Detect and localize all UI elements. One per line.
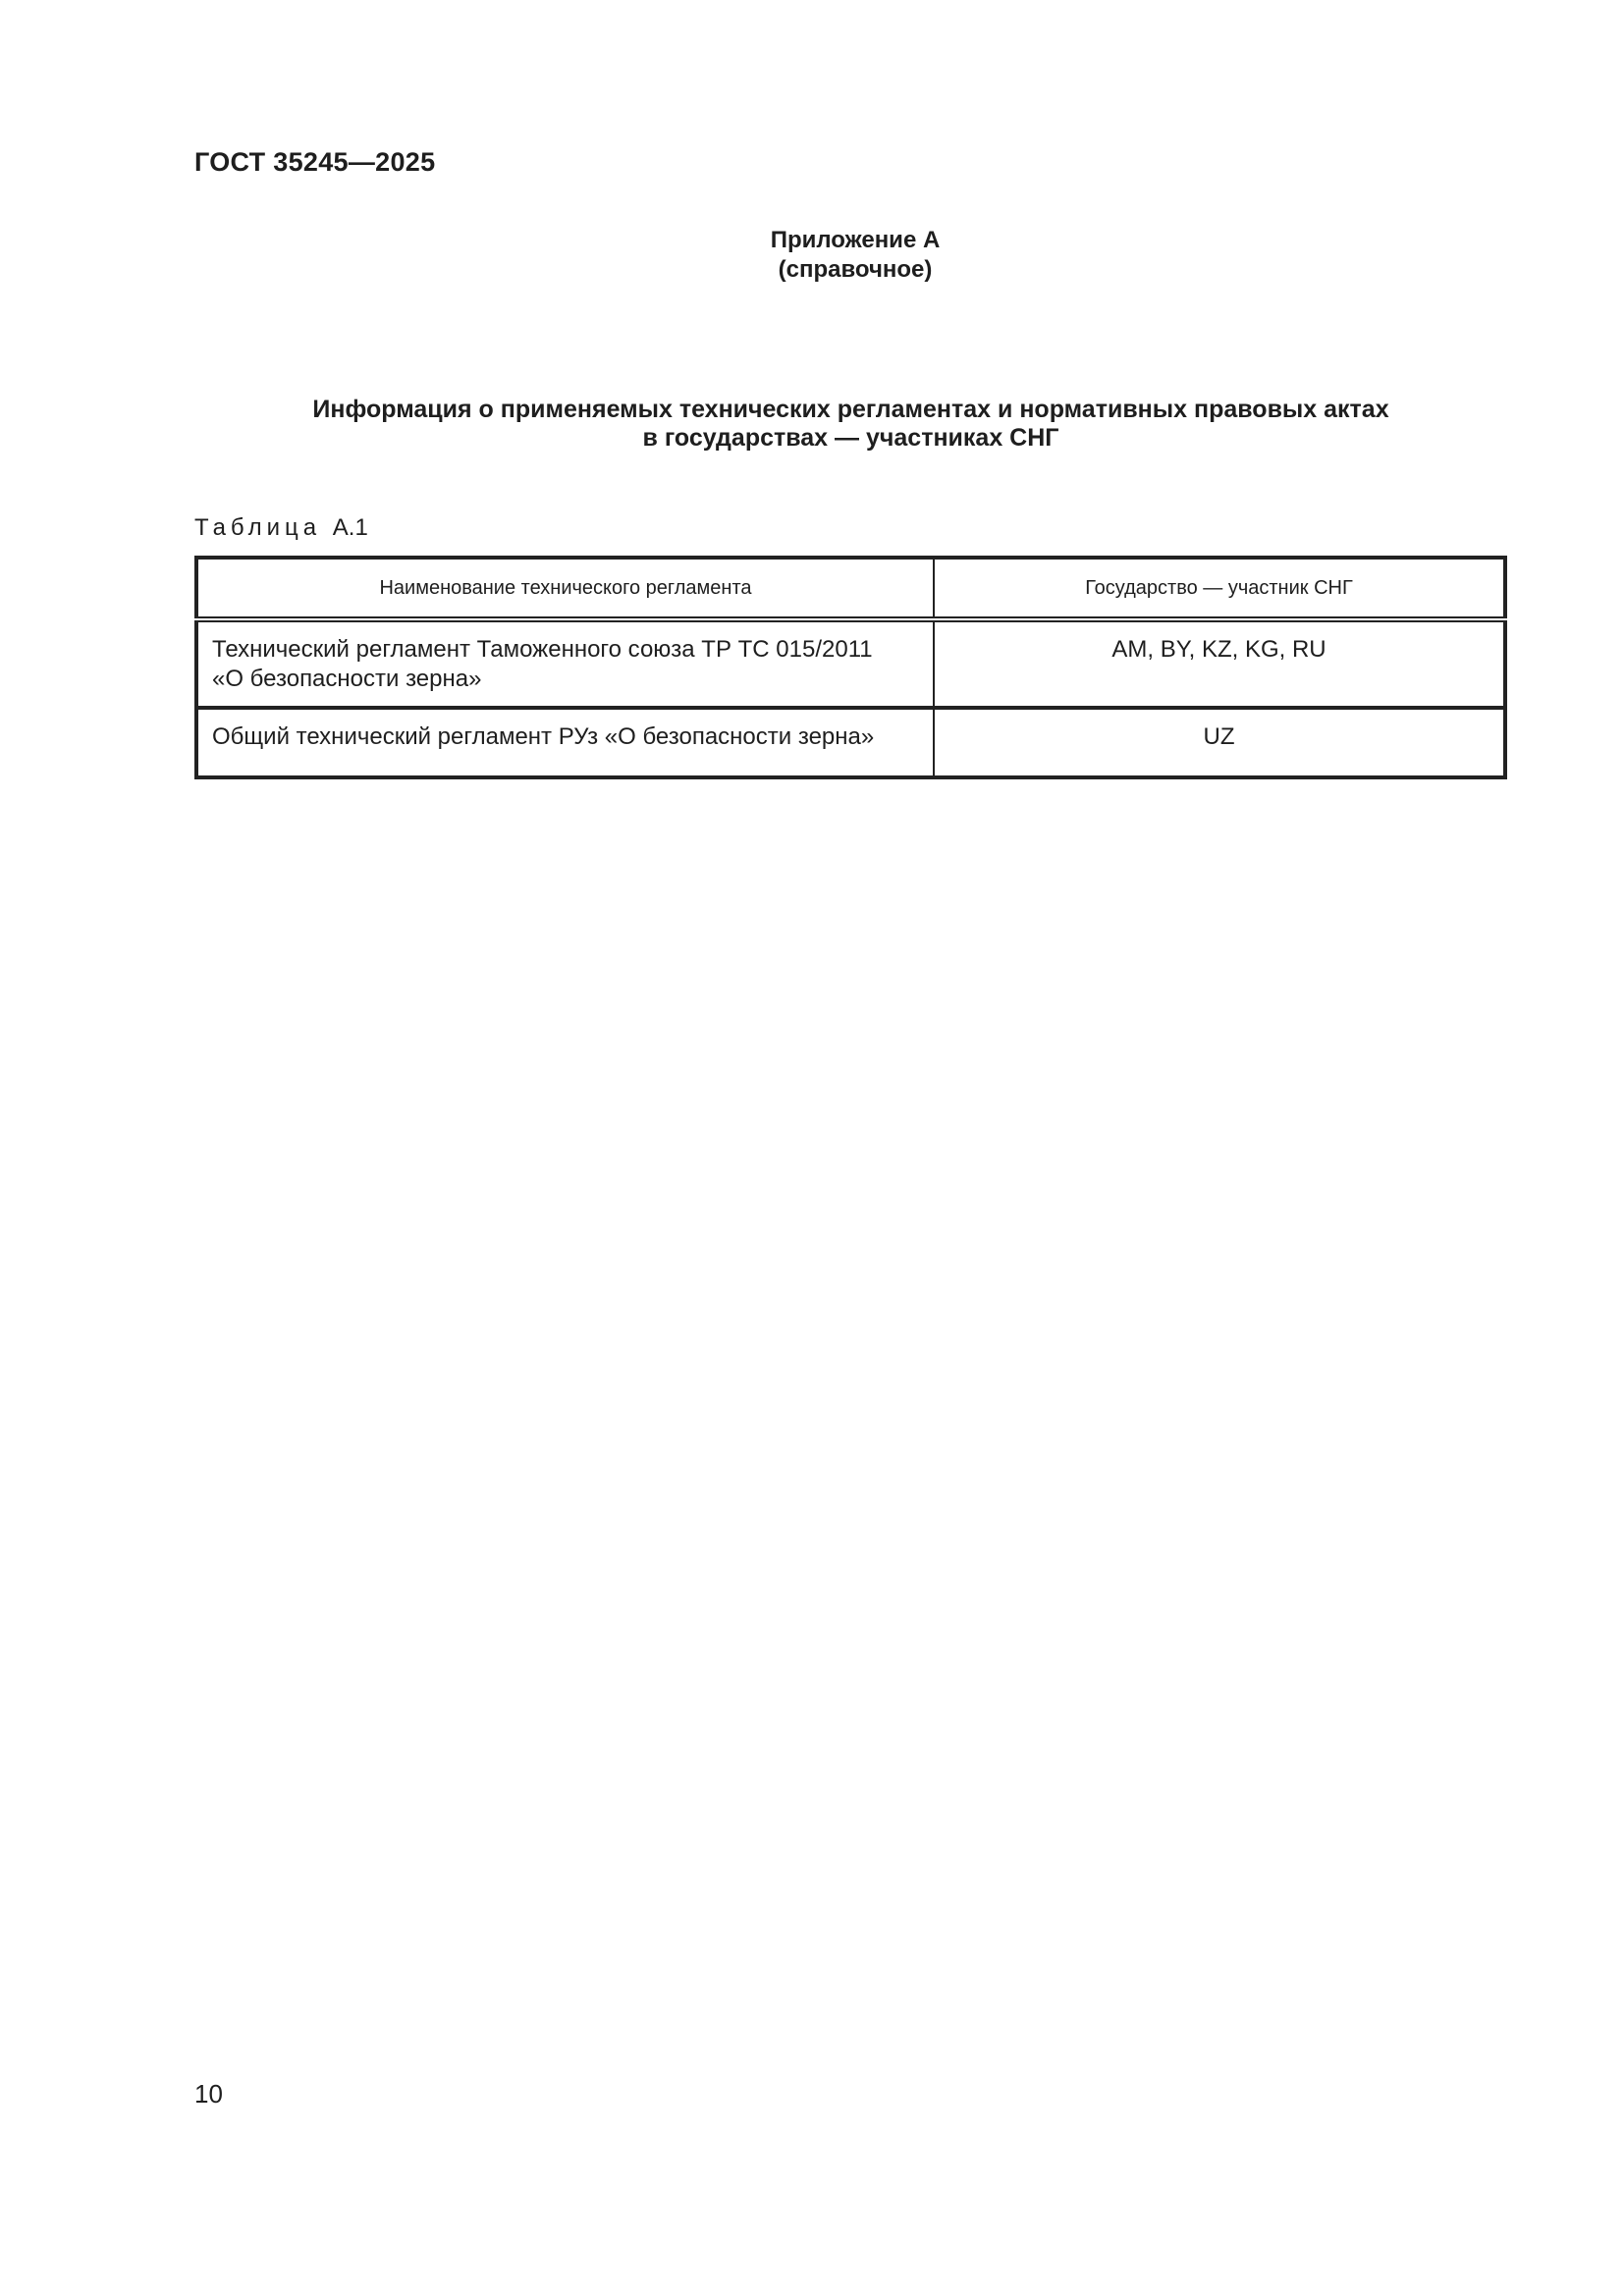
document-code: ГОСТ 35245—2025: [194, 147, 436, 177]
column-header-cis-state: Государство — участник СНГ: [934, 558, 1505, 619]
cis-states-cell: UZ: [934, 708, 1505, 777]
regulation-name-cell: [196, 708, 934, 777]
page-number: 10: [194, 2079, 223, 2109]
appendix-heading: [0, 226, 1624, 285]
table-row: [196, 708, 1505, 777]
appendix-status: (справочное): [778, 256, 933, 283]
section-title-line1: Информация о применяемых технических регламентах и нормативных правовых актах: [312, 396, 1389, 423]
cis-states-cell: AM, BY, KZ, KG, RU: [934, 619, 1505, 708]
section-title: [194, 396, 1507, 453]
regulation-name-line1: Общий технический регламент РУз «О безопасности зерна»: [212, 723, 875, 750]
table-caption-number: А.1: [332, 514, 368, 541]
column-header-regulation-name: Наименование технического регламента: [196, 558, 934, 619]
regulation-name-cell: [196, 619, 934, 708]
table-caption: [194, 514, 368, 542]
regulation-name-line1: Технический регламент Таможенного союза ТР ТС 015/2011: [212, 636, 873, 663]
table-caption-label: Таблица: [194, 514, 322, 541]
regulations-table: [194, 556, 1507, 779]
table-header-row: [196, 558, 1505, 619]
section-title-line2: в государствах — участниках СНГ: [642, 424, 1059, 452]
regulation-name-line2: «О безопасности зерна»: [212, 666, 482, 692]
table-row: [196, 619, 1505, 708]
appendix-label: Приложение А: [770, 227, 941, 253]
